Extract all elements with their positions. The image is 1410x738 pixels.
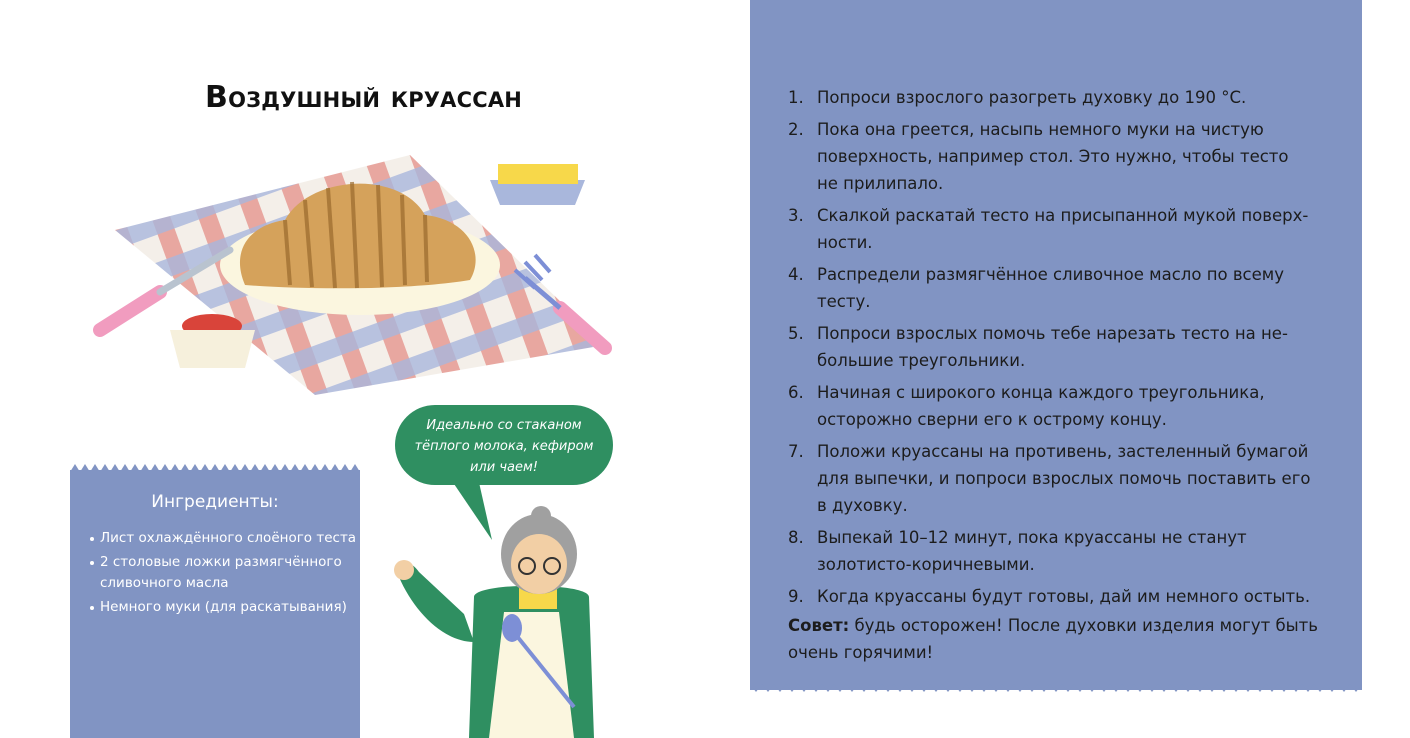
step-number: 8. <box>788 528 804 547</box>
step-line: Когда круассаны будут готовы, дай им немного остыть. <box>817 587 1311 606</box>
step-line: золотисто-коричневыми. <box>817 555 1035 574</box>
ingredient-item: 2 столовые ложки размягчённого сливочного масла <box>90 552 358 594</box>
step-number: 6. <box>788 383 804 402</box>
step-item <box>788 84 1328 111</box>
step-item <box>788 202 1328 256</box>
speech-bubble <box>395 405 613 485</box>
step-line: Распредели размягчённое сливочное масло по всему <box>817 265 1284 284</box>
tip-label: Совет: <box>788 616 850 635</box>
step-number: 5. <box>788 324 804 343</box>
tip-line: будь осторожен! После духовки изделия могут быть <box>849 616 1318 635</box>
step-line: Пока она греется, насыпь немного муки на чистую <box>817 120 1264 139</box>
step-line: Положи круассаны на противень, застеленный бумагой <box>817 442 1309 461</box>
step-line: не прилипало. <box>817 174 944 193</box>
step-line: осторожно сверни его к острому концу. <box>817 410 1167 429</box>
ingredients-list <box>90 528 358 621</box>
steps-list <box>788 84 1328 615</box>
speech-line: Идеально со стаканом <box>426 418 582 433</box>
step-line: Попроси взрослого разогреть духовку до 190 °C. <box>817 88 1247 107</box>
steps-panel <box>750 0 1362 690</box>
step-item <box>788 261 1328 315</box>
butter-block <box>498 164 578 184</box>
ingredient-item: Немного муки (для раскатывания) <box>90 597 358 618</box>
zigzag-edge <box>750 684 1362 694</box>
step-line: поверхность, например стол. Это нужно, чтобы тесто <box>817 147 1289 166</box>
step-line: Попроси взрослых помочь тебе нарезать тесто на не- <box>817 324 1288 343</box>
step-number: 2. <box>788 120 804 139</box>
tip-note <box>788 612 1328 666</box>
step-line: тесту. <box>817 292 871 311</box>
ingredients-title: Ингредиенты: <box>151 492 279 512</box>
step-line: Начиная с широкого конца каждого треугольника, <box>817 383 1265 402</box>
step-line: ности. <box>817 233 873 252</box>
step-item <box>788 320 1328 374</box>
speech-line: тёплого молока, кефиром <box>414 439 594 454</box>
croissant-picnic-illustration <box>80 150 620 400</box>
step-line: для выпечки, и попроси взрослых помочь поставить его <box>817 469 1311 488</box>
ingredient-item: Лист охлаждённого слоёного теста <box>90 528 358 549</box>
step-item <box>788 438 1328 519</box>
zigzag-edge <box>70 462 360 472</box>
step-line: большие треугольники. <box>817 351 1026 370</box>
grandma-illustration <box>384 502 674 738</box>
speech-line: или чаем! <box>469 460 538 475</box>
speech-bubble-text <box>395 415 613 478</box>
step-item <box>788 379 1328 433</box>
step-number: 1. <box>788 88 804 107</box>
step-number: 4. <box>788 265 804 284</box>
ingredients-panel <box>70 470 360 738</box>
step-line: в духовку. <box>817 496 908 515</box>
step-line: Скалкой раскатай тесто на присыпанной мукой поверх- <box>817 206 1309 225</box>
step-item <box>788 583 1328 610</box>
step-item <box>788 524 1328 578</box>
step-number: 3. <box>788 206 804 225</box>
step-number: 9. <box>788 587 804 606</box>
step-number: 7. <box>788 442 804 461</box>
step-line: Выпекай 10–12 минут, пока круассаны не станут <box>817 528 1247 547</box>
recipe-title: Воздушный круассан <box>205 80 523 115</box>
step-item <box>788 116 1328 197</box>
tip-line: очень горячими! <box>788 643 934 662</box>
